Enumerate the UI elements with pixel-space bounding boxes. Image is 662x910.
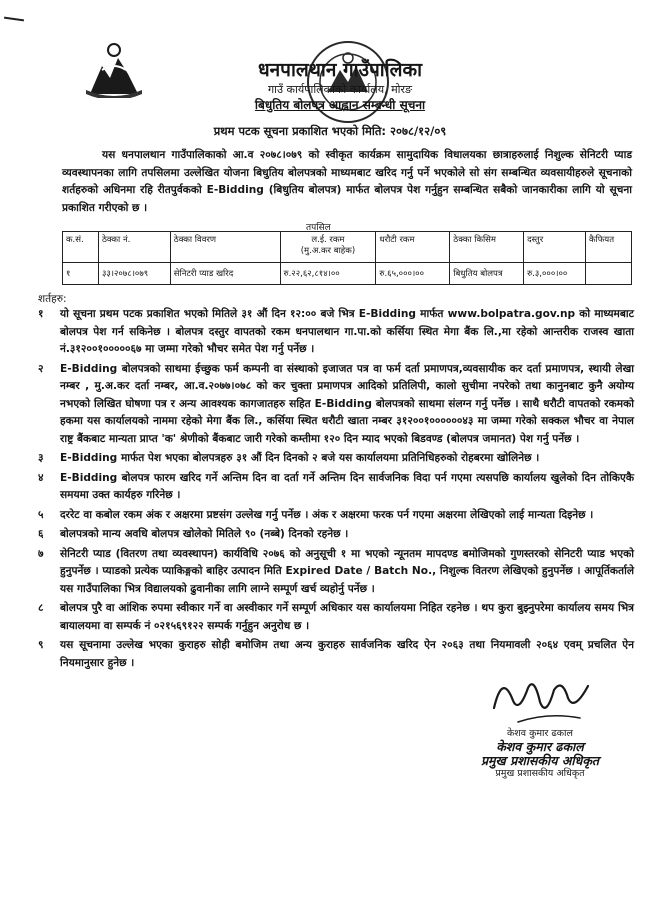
table-caption: तपसिल (306, 223, 331, 233)
condition-text: बोलपत्र पुरै वा आंशिक रुपमा स्वीकार गर्ने वा अस्वीकार गर्ने सम्पूर्ण अधिकार यस कार्यालयमा निहित रहनेछ । थप कुरा बुझ्नुपरेमा कार्यालय समय भित्र बायालयमा वा सम्पर्क नं ०२१५६९१२२ सम्पर्क गर्नुहुन अनुरोध छ । (60, 602, 634, 632)
condition-number: १ (38, 308, 44, 320)
table-row (63, 263, 632, 285)
condition-item (38, 507, 638, 525)
nepal-emblem-icon (82, 40, 146, 98)
table-header: क.सं. (63, 232, 99, 263)
condition-text: यो सूचना प्रथम पटक प्रकाशित भएको मितिले ३१ औं दिन १२:०० बजे भित्र E-Bidding मार्फत www.bolpatra.gov.np को माध्यमबाट बोलपत्र पेश गर्न सकिनेछ । बोलपत्र दस्तुर वापतको रकम धनपालथान गा.पा.को कर्सिया स्थित मेगा बैंक लि.,मा रहेको आन्तरीक राजस्व खाता नं.३१२००१०००००६७ मा जम्मा गरेको भौचर समेत पेश गर्नु पर्नेछ । (60, 308, 634, 355)
table-cell: ३३।२०७८।०७९ (98, 263, 170, 285)
condition-text: बोलपत्रको मान्य अवधि बोलपत्र खोलेको मितिले ९० (नब्बे) दिनको रहनेछ । (60, 528, 349, 540)
condition-item (38, 361, 638, 449)
condition-text: E-Bidding बोलपत्रको साथमा ईच्छुक फर्म कम्पनी वा संस्थाको इजाजत पत्र वा फर्म दर्ता प्रमाणपत्र,व्यवसायीक कर दर्ता प्रमाणपत्र, स्थायी लेखा नम्बर , मु.अ.कर दर्ता नम्बर, आ.व.२०७७।०७८ को कर चुक्ता प्रमाणपत्र आदिको प्रतिलिपी, कालो सुचीमा नपरेको तथा कानुनबाट कुनै अयोग्य नभएको लिखित घोषणा पत्र र अन्य आवश्यक कागजातहरु सहित E-Bidding बोलपत्रको साथमा संलग्न गर्नु पर्नेछ । साथै धरौटी वापतको रकमको हकमा यस कार्यालयको नाममा रहेको मेगा बैंक लि., कर्सिया स्थित धरौटी खाता नम्बर ३१२००१००००००४३ मा जम्मा गरेको सक्कल भौचर वा नेपाल राष्ट्र बैंकबाट मान्यता प्राप्त 'क' श्रेणीको बैंकबाट जारी गरेको कम्तीमा १२० दिन म्याद भएको बिडवण्ड (बोलपत्र जमानत) पेश गर्नु पर्नेछ । (60, 362, 634, 445)
condition-item (38, 526, 638, 544)
table-header: ठेक्का नं. (98, 232, 170, 263)
condition-number: ६ (38, 528, 44, 540)
condition-item (38, 306, 638, 359)
table-header: ठेक्का किसिम (450, 232, 524, 263)
condition-text: यस सूचनामा उल्लेख भएका कुराहरु सोही बमोजिम तथा अन्य कुराहरु सार्वजनिक खरिद ऐन २०६३ तथा नियमावली २०६४ एवम् प्रचलित ऐन नियमानुसार हुनेछ । (60, 639, 634, 669)
table-header: कैफियत (586, 232, 632, 263)
table-cell: १ (63, 263, 99, 285)
table-cell: रु.२२,६२,८१४।०० (280, 263, 376, 285)
table-cell: बिधुतिय बोलपत्र (450, 263, 524, 285)
office-subtitle: गाउँ कार्यपालिकाको कार्यालय, मोरङ (267, 83, 413, 96)
condition-number: २ (38, 362, 44, 375)
condition-item (38, 470, 638, 505)
signer-title: प्रमुख प्रशासकीय अधिकृत (495, 768, 585, 779)
scan-mark (4, 17, 24, 22)
condition-item (38, 546, 638, 599)
publication-date: प्रथम पटक सूचना प्रकाशित भएको मिति: २०७८/१२/०९ (213, 124, 447, 138)
table-cell (586, 263, 632, 285)
condition-text: E-Bidding मार्फत पेश भएका बोलपत्रहरु ३१ औं दिन दिनको २ बजे यस कार्यालयमा प्रतिनिधिहरुको रोहबरमा खोलिनेछ । (60, 452, 540, 464)
conditions-label: शर्तहरु: (38, 293, 67, 305)
letterhead (150, 58, 530, 113)
table-header: दस्तुर (524, 232, 586, 263)
condition-number: ७ (38, 547, 44, 560)
table-header: ल.ई. रकम (मु.अ.कर बाहेक) (280, 232, 376, 263)
table-cell: रु.३,०००।०० (524, 263, 586, 285)
table-header: ठेक्का विवरण (170, 232, 280, 263)
condition-text: दररेट वा कबोल रकम अंक र अक्षरमा प्रष्टसंग उल्लेख गर्नु पर्नेछ । अंक र अक्षरमा फरक पर्न गएमा अक्षरमा लेखिएको लाई मान्यता दिइनेछ । (60, 508, 594, 521)
signer-stamp-name: केशव कुमार ढकाल (496, 739, 584, 754)
conditions-list (38, 306, 638, 674)
table-cell: रु.६५,०००।०० (376, 263, 450, 285)
office-name: धनपालथान गाउँपालिका (257, 59, 423, 81)
signer-stamp-title: प्रमुख प्रशासकीय अधिकृत (480, 753, 600, 768)
condition-item (38, 450, 638, 468)
table-header: धरौटी रकम (376, 232, 450, 263)
table-header-row (63, 232, 632, 263)
condition-number: ९ (38, 639, 44, 651)
signer-name: केशव कुमार ढकाल (507, 728, 573, 739)
condition-item (38, 600, 638, 635)
notice-title: बिधुतिय बोलपत्र आह्वान सम्बन्धी सूचना (254, 98, 426, 112)
intro-paragraph: यस धनपालथान गाउँपालिकाको आ.व २०७८।०७९ को स्वीकृत कार्यक्रम सामुदायिक विधालयका छात्राहरुलाई निशुल्क सेनिटरी प्याड व्यवस्थापनका लागि तपसिलमा उल्लेखित योजना बिधुतिय बोलपत्रको माध्यमबाट खरिद गर्नु पर्ने भएकोले सो संग सम्बन्धित व्यवसायीहरुले सूचनाको शर्तहरुको अधिनमा रहि रीतपुर्वकको E-Bidding (बिधुतिय बोलपत्र) मार्फत बोलपत्र पेश गर्नुहुन सम्बन्धित सबैको जानकारीका लागि यो सूचना प्रकाशित गरीएको छ । (62, 149, 632, 214)
signature-icon (488, 668, 598, 730)
condition-number: ८ (38, 602, 44, 614)
condition-number: ५ (38, 508, 44, 521)
condition-text: E-Bidding बोलपत्र फारम खरिद गर्ने अन्तिम दिन वा दर्ता गर्ने अन्तिम दिन सार्वजनिक विदा पर्न गएमा त्यसपछि कार्यालय खुलेको दिन तोकिएकै समयमा उक्त कार्यहरु गरिनेछ । (60, 471, 634, 501)
condition-number: ३ (38, 452, 44, 464)
condition-item (38, 637, 638, 672)
condition-text: सेनिटरी प्याड (वितरण तथा व्यवस्थापन) कार्यविधि २०७६ को अनुसूची १ मा भएको न्यूनतम मापदण्ड बमोजिमको गुणस्तरको सेनिटरी प्याड भएको हुनुपर्नेछ । प्याडको प्रत्येक प्याकिङ्गको बाहिर उत्पादन मिति Expired Date / Batch No., निशुल्क वितरण लेखिएको हुनुपर्नेछ । आपूर्तिकर्ताले यस गाउँपालिका भित्र विद्यालयको ढुवानीका लागि लाग्ने सम्पूर्ण खर्च व्यहोर्नु पर्नेछ । (60, 547, 634, 595)
condition-number: ४ (38, 471, 44, 484)
contract-table (62, 231, 632, 285)
table-cell: सेनिटरी प्याड खरिद (170, 263, 280, 285)
signature-block (430, 728, 650, 780)
